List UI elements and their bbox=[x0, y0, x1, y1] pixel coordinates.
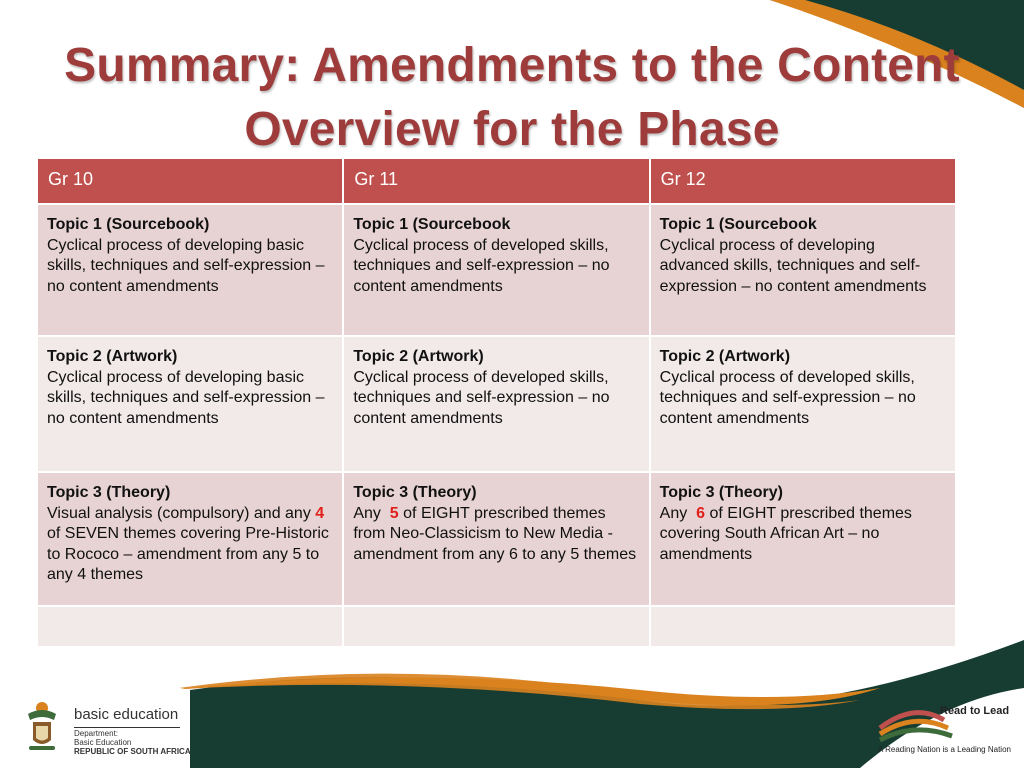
cell-gr12-topic1 bbox=[650, 204, 956, 336]
page-title: Summary: Amendments to the Content Overview for the Phase bbox=[64, 39, 960, 156]
amendments-table bbox=[36, 157, 957, 648]
topic-text-post: of SEVEN themes covering Pre-Historic to Rococo – amendment from any 5 to any 4 themes bbox=[47, 525, 329, 583]
cell-gr11-topic2 bbox=[343, 336, 649, 472]
cell-gr11-topic3 bbox=[343, 472, 649, 606]
read-to-lead-title: Read to Lead bbox=[940, 705, 1010, 717]
topic-text-pre: Any bbox=[353, 504, 390, 522]
header-gr10: Gr 10 bbox=[37, 158, 343, 204]
cell-gr10-topic1 bbox=[37, 204, 343, 336]
cell-gr12-topic2 bbox=[650, 336, 956, 472]
header-gr12: Gr 12 bbox=[650, 158, 956, 204]
cell-gr11-topic1 bbox=[343, 204, 649, 336]
topic-heading: Topic 2 (Artwork) bbox=[353, 348, 484, 365]
topic-text: Cyclical process of developing basic skills, techniques and self-expression – no content amendments bbox=[47, 368, 325, 427]
header-gr11: Gr 11 bbox=[343, 158, 649, 204]
topic-heading: Topic 1 (Sourcebook) bbox=[47, 216, 210, 233]
cell-gr10-topic2 bbox=[37, 336, 343, 472]
topic-text-pre: Visual analysis (compulsory) and any bbox=[47, 504, 316, 522]
topic-heading: Topic 2 (Artwork) bbox=[47, 348, 178, 365]
topic-heading: Topic 3 (Theory) bbox=[353, 484, 477, 501]
theme-count-highlight: 4 bbox=[315, 504, 325, 522]
topic-heading: Topic 1 (Sourcebook bbox=[659, 216, 817, 233]
topic-heading: Topic 3 (Theory) bbox=[659, 484, 783, 501]
read-to-lead-tagline: A Reading Nation is a Leading Nation bbox=[878, 745, 1011, 754]
topic-text-post: of EIGHT prescribed themes covering South African Art – no amendments bbox=[659, 504, 912, 563]
topic-heading: Topic 2 (Artwork) bbox=[659, 348, 791, 365]
department-label: Department: bbox=[74, 729, 119, 738]
topic-text: Cyclical process of developing advanced skills, techniques and self-expression – no content amendments bbox=[659, 236, 927, 295]
theme-count-highlight: 6 bbox=[696, 504, 706, 522]
topic-text: Cyclical process of developed skills, techniques and self-expression – no content amendments bbox=[659, 368, 916, 427]
topic-text: Cyclical process of developed skills, techniques and self-expression – no content amendments bbox=[353, 368, 610, 427]
cell-gr10-topic3 bbox=[37, 472, 343, 606]
topic-heading: Topic 3 (Theory) bbox=[47, 484, 171, 501]
topic-text: Cyclical process of developing basic skills, techniques and self-expression – no content amendments bbox=[47, 236, 325, 295]
empty-cell bbox=[343, 606, 649, 647]
table-row bbox=[37, 472, 956, 606]
cell-gr12-topic3 bbox=[650, 472, 956, 606]
divider bbox=[74, 727, 180, 728]
department-country: REPUBLIC OF SOUTH AFRICA bbox=[74, 747, 191, 756]
table-row-empty bbox=[37, 606, 956, 647]
department-sub-name: Basic Education bbox=[74, 738, 132, 747]
topic-text-pre: Any bbox=[659, 504, 697, 522]
table-header-row bbox=[37, 158, 956, 204]
topic-text: Cyclical process of developed skills, techniques and self-expression – no content amendments bbox=[353, 236, 610, 295]
topic-heading: Topic 1 (Sourcebook bbox=[353, 216, 511, 233]
department-details bbox=[74, 729, 191, 756]
table-row bbox=[37, 204, 956, 336]
table-row bbox=[37, 336, 956, 472]
topic-text-post: of EIGHT prescribed themes from Neo-Classicism to New Media - amendment from any 6 to any 5 themes bbox=[353, 504, 637, 563]
empty-cell bbox=[37, 606, 343, 647]
theme-count-highlight: 5 bbox=[389, 504, 399, 522]
empty-cell bbox=[650, 606, 956, 647]
department-name: basic education bbox=[74, 706, 179, 723]
